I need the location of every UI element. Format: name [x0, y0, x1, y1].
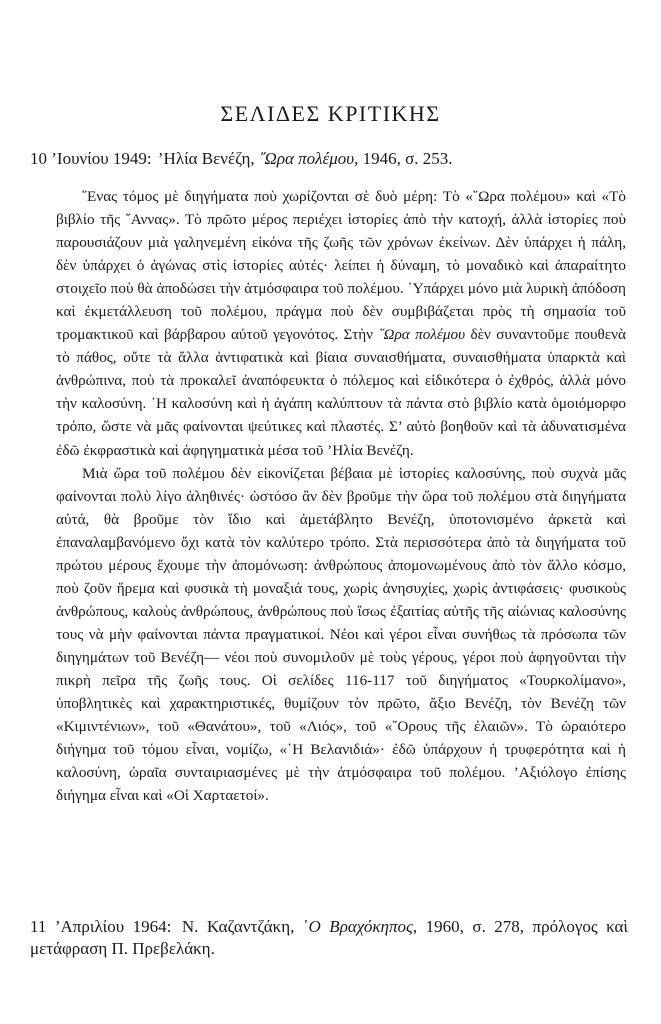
paragraph-text: ῞Ενας τόμος μὲ διηγήματα ποὺ χωρίζονται σὲ δυὸ μέρη: Τὸ «῞Ωρα πολέμου» καὶ «Τὸ βιβλίο τῆς ῎Αννας». Τὸ πρῶτο μέρος περιέχει ἱστορίες ἀπὸ τὴν κατοχή, ἀλλὰ ἱστορίες ποὺ παρουσιάζουν μιὰ γαληνεμένη εἰκόνα τῆς ζωῆς τῶν χρόνων ἐκείνων. Δὲν ὑπάρχει ἡ πάλη, δὲν ὑπάρχει ὁ ἀγώνας στὶς ἱστορίες αὐτές· λείπει ἡ δύναμη, τὸ μοναδικὸ καὶ ἀπαραίτητο στοιχεῖο ποὺ θὰ ἀποδώσει τὴν ἀτμόσφαιρα τοῦ πολέμου. ῾Υπάρχει μόνο μιὰ λυρικὴ ἀπόδοση καὶ ἐκμετάλλευση τοῦ πολέμου, πράγμα ποὺ δὲν συμβιβάζεται πρὸς τὴ σημασία τοῦ τρομακτικοῦ καὶ βάρβαρου αὐτοῦ γεγονότος. Στὴν: [56, 188, 626, 344]
paragraph-text: δὲν συναντοῦμε πουθενὰ τὸ πάθος, οὔτε τὰ ἄλλα ἀντιφατικὰ καὶ βίαια συναισθήματα, συναισθήματα ὑπαρκτὰ καὶ ἀνθρώπινα, ποὺ τὰ προκαλεῖ ἀναπόφευκτα ὁ πόλεμος καὶ εἰδικότερα ὁ ἐχθρός, ἀλλὰ μόνο τὴν καλοσύνη. ῾Η καλοσύνη καὶ ἡ ἀγάπη καλύπτουν τὰ πάντα στὸ βιβλίο κατὰ ὁμοιόμορφο τρόπο, ὥστε νὰ μᾶς φαίνονται ψεύτικες καὶ πλαστές. Σ’ αὐτὸ βοηθοῦν καὶ τὰ ἀδυνατισμένα ἐδῶ ἐκφραστικὰ καὶ ἀφηγηματικὰ μέσα τοῦ ’Ηλία Βενέζη.: [56, 326, 627, 459]
review-work-title: ῞Ωρα πολέμου,: [258, 149, 359, 168]
review-heading-1: [30, 148, 630, 170]
review-heading-2: [30, 916, 628, 960]
review-work-title: ῾Ο Βραχόκηπος,: [302, 917, 418, 936]
review-date: 11 ’Απριλίου 1964:: [30, 917, 172, 936]
review-publication: 1960, σ. 278, πρόλογος καὶ μετάφραση Π. Πρεβελάκη.: [30, 917, 629, 958]
review-publication: 1946, σ. 253.: [362, 149, 453, 168]
review-author: ’Ηλία Βενέζη,: [157, 149, 255, 168]
review-author: Ν. Καζαντζάκη,: [181, 917, 295, 936]
review-paragraph-2: Μιὰ ὥρα τοῦ πολέμου δὲν εἰκονίζεται βέβαια μὲ ἱστορίες καλοσύνης, ποὺ συχνὰ μᾶς φαίνονται πολὺ λίγο ἀληθινές· ὡστόσο ἂν δὲν βροῦμε τὴν ὥρα τοῦ πολέμου στὰ διηγήματα αὐτά, θὰ βροῦμε τὸν ἴδιο καὶ ἀμετάβλητο Βενέζη, ὑποτονισμένο ἀρκετὰ καὶ ἐπαναλαμβανόμενο ὄχι κατὰ τὸν καλύτερο τρόπο. Στὰ περισσότερα ἀπὸ τὰ διηγήματα τοῦ πρώτου μέρους ἔχουμε τὴν ἀπομόνωση: ἀνθρώπους ἀπομονωμένους ἀπὸ τὸν ἄλλο κόσμο, ποὺ ζοῦν ἥρεμα καὶ φυσικὰ τὴ μοναξιά τους, χωρὶς ἀνησυχίες, χωρὶς ἀντιφάσεις· φυσικοὺς ἀνθρώπους, καλοὺς ἀνθρώπους, ἀνθρώπους ποὺ ἴσως ἐξαιτίας αὐτῆς τῆς αἰώνιας καλοσύνης τους νὰ μὴν φαίνονται πάντα πραγματικοί. Νέοι καὶ γέροι εἶναι συνήθως τὰ πρόσωπα τῶν διηγημάτων τοῦ Βενέζη— νέοι ποὺ συνομιλοῦν μὲ τοὺς γέρους, γέροι ποὺ ἀφηγοῦνται τὴν πικρὴ πεῖρα τῆς ζωῆς τους. Οἱ σελίδες 116-117 τοῦ διηγήματος «Τουρκολίμανο», ὑποβλητικὲς καὶ χαρακτηριστικές, θυμίζουν τὸν πρῶτο, ἄξιο Βενέζη, τὸν Βενέζη τῶν «Κιμιντένιων», τοῦ «Θανάτου», τοῦ «Λιός», τοῦ «῞Ορους τῆς ἐλαιῶν». Τὸ ὡραιότερο διήγημα τοῦ τόμου εἶναι, νομίζω, «῾Η Βελανιδιά»· ἐδῶ ὑπάρχουν ἡ τρυφερότητα καὶ ἡ καλοσύνη, ὡραῖα συνταιριασμένες μὲ τὴν ἀτμόσφαιρα τοῦ πολέμου. ’Αξιόλογο ἐπίσης διήγημα εἶναι καὶ «Οἱ Χαρταετοί».: [56, 464, 626, 805]
review-body: [56, 185, 626, 807]
review-paragraph-1: [56, 185, 626, 462]
review-date: 10 ’Ιουνίου 1949:: [30, 149, 152, 168]
page-title: ΣΕΛΙΔΕΣ ΚΡΙΤΙΚΗΣ: [220, 101, 441, 126]
work-title-reference: ῞Ωρα πολέμου: [378, 326, 466, 344]
